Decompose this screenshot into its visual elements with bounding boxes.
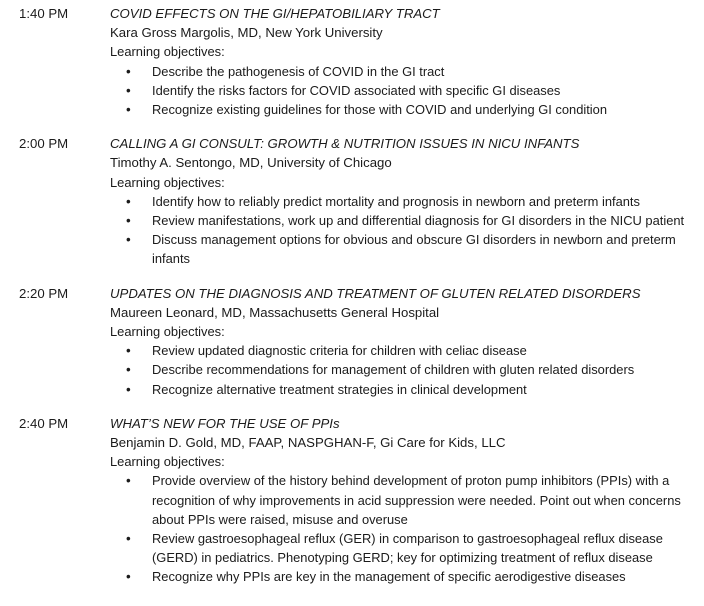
objective-item: • Review updated diagnostic criteria for children with celiac disease (110, 341, 690, 360)
session-block-1 (19, 4, 692, 119)
objective-item: • Recognize why PPIs are key in the management of specific aerodigestive diseases (110, 567, 690, 586)
session-content (110, 134, 692, 268)
session-time: 2:20 PM (19, 285, 69, 301)
objectives-list (110, 62, 692, 120)
session-block-3 (19, 284, 692, 399)
objectives-label: Learning objectives: (110, 324, 225, 340)
session-title: WHAT’S NEW FOR THE USE OF PPIs (110, 415, 340, 431)
session-time: 2:40 PM (19, 415, 69, 431)
session-content (110, 284, 692, 399)
objective-item: • Identify how to reliably predict mortality and prognosis in newborn and preterm infants (110, 192, 690, 211)
objectives-label: Learning objectives: (110, 44, 225, 60)
objective-item: • Describe recommendations for management of children with gluten related disorders (110, 360, 690, 379)
objectives-list (110, 192, 692, 269)
objective-item: • Review manifestations, work up and differential diagnosis for GI disorders in the NICU patient (110, 211, 690, 230)
objective-item: • Identify the risks factors for COVID associated with specific GI diseases (110, 81, 690, 100)
session-content (110, 4, 692, 119)
objective-item: • Recognize alternative treatment strategies in clinical development (110, 380, 690, 399)
session-time: 2:00 PM (19, 136, 69, 152)
session-speaker: Kara Gross Margolis, MD, New York University (110, 25, 383, 41)
objective-item: • Provide overview of the history behind development of proton pump inhibitors (PPIs) with a recognition of why improvements in acid suppression were needed. Point out when concerns about PPIs were raised, misuse and overuse (110, 471, 690, 529)
objectives-label: Learning objectives: (110, 174, 225, 190)
objectives-list (110, 341, 692, 399)
session-time: 1:40 PM (19, 6, 69, 21)
session-speaker: Maureen Leonard, MD, Massachusetts General Hospital (110, 304, 440, 320)
objective-item: • Recognize existing guidelines for those with COVID and underlying GI condition (110, 100, 690, 119)
objective-item: • Review gastroesophageal reflux (GER) in comparison to gastroesophageal reflux disease (GERD) in pediatrics. Phenotyping GERD; key for optimizing treatment of reflux disease (110, 529, 690, 567)
session-content (110, 414, 692, 587)
session-title: CALLING A GI CONSULT: GROWTH & NUTRITION ISSUES IN NICU INFANTS (110, 136, 580, 152)
objective-item: • Describe the pathogenesis of COVID in the GI tract (110, 62, 690, 81)
session-block-2 (19, 134, 692, 268)
session-title: COVID EFFECTS ON THE GI/HEPATOBILIARY TRACT (110, 6, 440, 21)
session-speaker: Timothy A. Sentongo, MD, University of Chicago (110, 155, 392, 171)
objective-item: • Discuss management options for obvious and obscure GI disorders in newborn and preterm infants (110, 230, 690, 268)
objectives-list (110, 471, 692, 586)
session-block-4 (19, 414, 692, 587)
session-title: UPDATES ON THE DIAGNOSIS AND TREATMENT OF GLUTEN RELATED DISORDERS (110, 285, 641, 301)
objectives-label: Learning objectives: (110, 454, 225, 470)
session-speaker: Benjamin D. Gold, MD, FAAP, NASPGHAN-F, Gi Care for Kids, LLC (110, 435, 506, 451)
